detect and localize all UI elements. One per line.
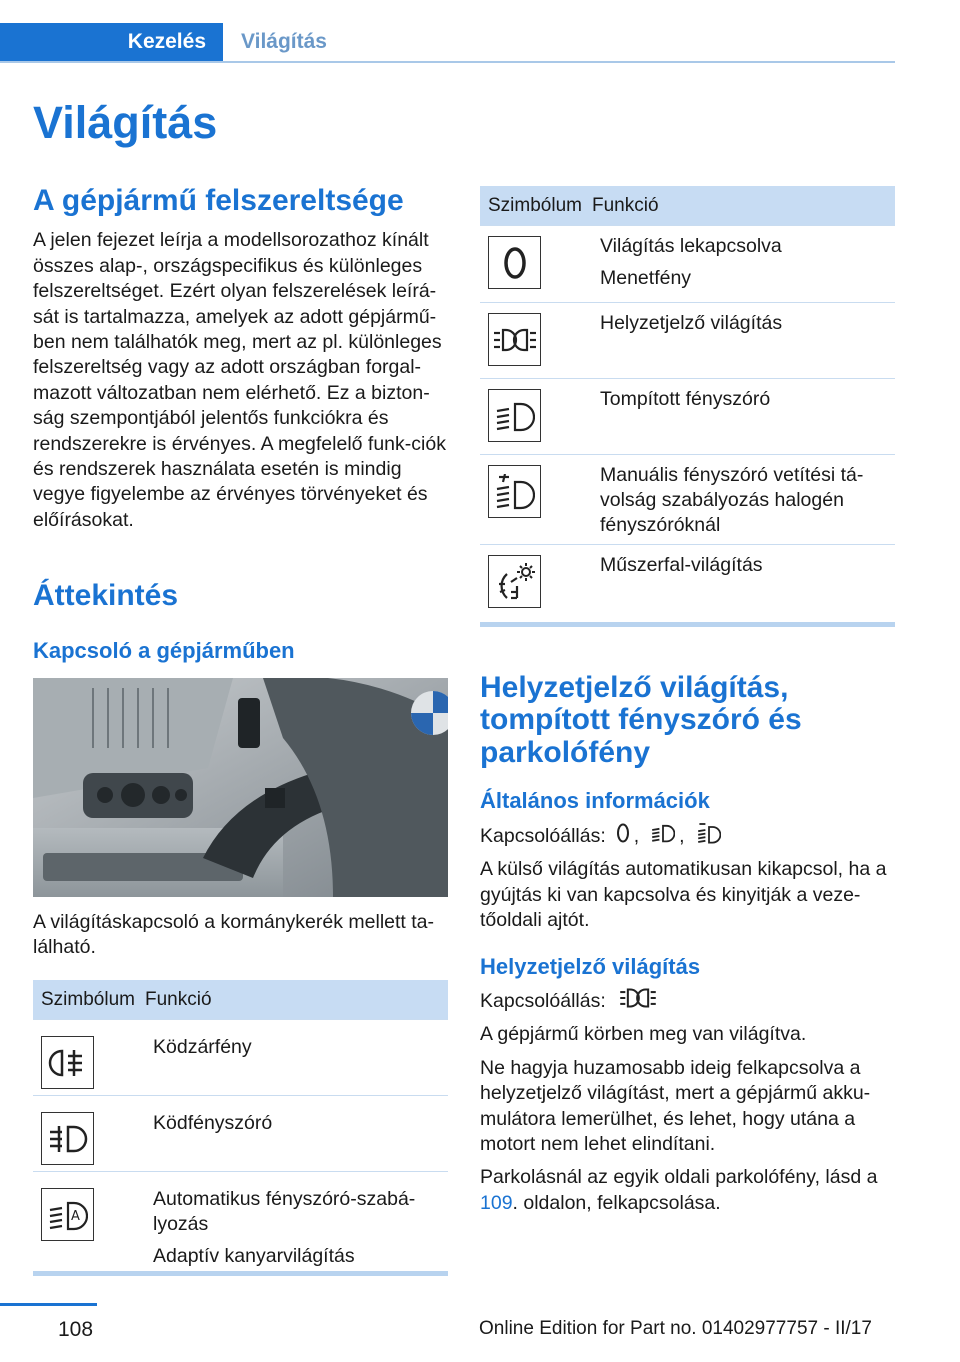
col-header-symbol: Szimbólum (488, 194, 582, 216)
paragraph-parking-3 (480, 1165, 895, 1216)
paragraph-general: A külső világítás automatikusan kikapcsol, ha a gyújtás ki van kapcsolva és kinyitják a veze-tőoldali ajtót. (480, 858, 887, 932)
function-label: Ködzárfény (153, 1036, 252, 1058)
function-label: Manuális fényszóró vetítési tá-volság szabályozás halogén fényszóróknál (600, 464, 864, 536)
parking-light-icon (616, 987, 660, 1016)
general-block (480, 822, 895, 934)
tab-divider (0, 61, 895, 63)
paragraph-parking-2: Ne hagyja huzamosabb ideig felkapcsolva a helyzetjelző világítást, mert a gépjármű akku-mulátora lemerülhet, és lehet, hogy utána a motort nem lehet elindítani. (480, 1056, 871, 1156)
chapter-tabs (0, 23, 895, 63)
zero-position-icon (616, 822, 630, 851)
col-header-function: Funkció (592, 194, 659, 216)
paragraph-parking-1: A gépjármű körben meg van világítva. (480, 1023, 807, 1046)
symbol-table-left (33, 980, 448, 1276)
heading-overview: Áttekintés (33, 579, 179, 612)
footer-line (0, 1303, 97, 1306)
auto-headlight-icon (41, 1188, 94, 1241)
low-beam-icon (488, 389, 541, 442)
page-title: Világítás (33, 97, 218, 148)
headlight-range-icon (697, 822, 721, 851)
table-row (480, 378, 895, 454)
left-column (33, 185, 449, 533)
page-link-109[interactable]: 109 (480, 1191, 513, 1214)
fog-tail-light-icon (41, 1036, 94, 1089)
col-header-symbol: Szimbólum (41, 988, 135, 1010)
switch-pos-label: Kapcsolóállás: (480, 990, 606, 1012)
instrument-lighting-icon (488, 555, 541, 608)
heading-parking: Helyzetjelző világítás (480, 954, 701, 979)
parking-switch-line (480, 987, 895, 1016)
table-row (480, 225, 895, 302)
tab-kezeles[interactable]: Kezelés (0, 23, 223, 61)
photo-caption: A világításkapcsoló a kormánykerék mellett ta-lálható. (33, 911, 435, 959)
function-label: Tompított fényszóró (600, 388, 771, 410)
parking-light-icon (488, 313, 541, 366)
function-label: Adaptív kanyarvilágítás (153, 1245, 355, 1267)
function-label: Helyzetjelző világítás (600, 312, 783, 334)
table-row (33, 1095, 448, 1171)
page-number: 108 (58, 1318, 94, 1341)
separator: , (679, 825, 685, 847)
low-beam-icon (651, 822, 675, 851)
svg-text:A: A (70, 1208, 80, 1224)
function-label: Ködfényszóró (153, 1112, 273, 1134)
zero-position-icon (488, 236, 541, 289)
heading-general: Általános információk (480, 788, 710, 813)
table-row (480, 454, 895, 544)
table-header (480, 186, 895, 225)
separator: , (633, 825, 640, 847)
table-row (33, 1171, 448, 1271)
heading-section: Helyzetjelző világítás, tompított fényszóró és parkolófény (480, 671, 802, 769)
heading-equipment: A gépjármű felszereltsége (33, 184, 404, 217)
table-row (480, 302, 895, 378)
heading-switch: Kapcsoló a gépjárműben (33, 638, 295, 663)
paragraph-text: Parkolásnál az egyik oldali parkolófény, lásd a (480, 1166, 878, 1189)
function-label: Világítás lekapcsolva (600, 235, 782, 257)
paragraph-text: . oldalon, felkapcsolása. (512, 1191, 721, 1214)
table-header (33, 980, 448, 1019)
parking-block (480, 987, 895, 1216)
switch-pos-label: Kapcsolóállás: (480, 825, 606, 847)
function-label: Műszerfal-világítás (600, 554, 763, 576)
col-header-function: Funkció (145, 988, 212, 1010)
light-switch-photo (33, 678, 448, 897)
tab-vilagitas[interactable]: Világítás (241, 30, 327, 53)
paragraph-equipment: A jelen fejezet leírja a modellsorozathoz kínált összes alap-, országspecifikus és különleges felszereltséget. Ezért olyan felszerelések leírá-sát is tartalmazza, amelyek az adott gépjármű-ben nem találhatók meg, mert az pl. különleges felszereltség vagy az adott országban forgal-mazott változatban nem elérhető. Ez a bizton-ság szempontjából jelentős funkciókra és rendszerekre is érvényes. A megfelelő funk-ciók és rendszerek használata esetén is mindig vegye figyelembe az érvényes törvényeket és előírásokat. (33, 229, 446, 531)
headlight-range-icon (488, 465, 541, 518)
fog-light-icon (41, 1112, 94, 1165)
table-row (33, 1019, 448, 1095)
switch-positions-line (480, 822, 895, 851)
edition-note: Online Edition for Part no. 01402977757 - II/17 (479, 1318, 872, 1339)
function-label: Automatikus fényszóró-szabá-lyozás (153, 1188, 416, 1235)
function-label: Menetfény (600, 267, 692, 289)
table-row (480, 544, 895, 622)
symbol-table-right (480, 186, 895, 627)
